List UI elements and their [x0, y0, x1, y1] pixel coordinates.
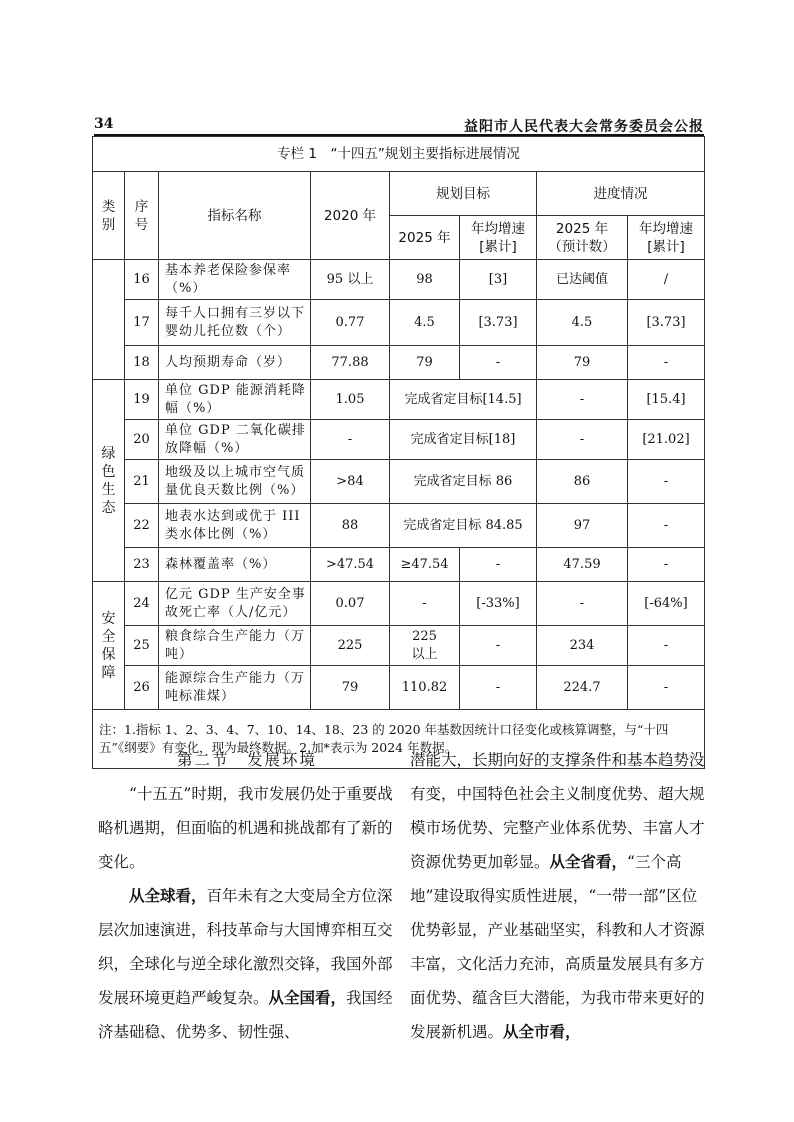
paragraph-2-part-b [410, 743, 708, 1049]
table-row [93, 300, 705, 346]
plan-target-merged-cell: 完成省定目标 86 [390, 460, 537, 504]
value-2020-cell: 1.05 [311, 380, 390, 420]
table-title: 专栏 1 “十四五”规划主要指标进展情况 [93, 137, 705, 172]
progress-2025-cell: 97 [537, 504, 628, 548]
indicator-name-cell: 人均预期寿命（岁） [159, 346, 311, 380]
plan-2025-cell: - [390, 582, 460, 626]
seq-cell: 26 [125, 666, 159, 710]
bold-global: 从全球看， [129, 887, 207, 905]
category-cell [93, 260, 125, 380]
text-national: 我国经济基础稳、优势多、韧性强、 [98, 989, 393, 1041]
header-prog-rate: 年均增速 [累计] [628, 216, 705, 260]
value-2020-cell: - [311, 420, 390, 460]
page-header [94, 116, 704, 136]
progress-rate-cell: - [628, 504, 705, 548]
indicator-name-cell: 单位 GDP 能源消耗降幅（%） [159, 380, 311, 420]
header-plan-target: 规划目标 [390, 172, 537, 216]
paragraph-2-part-a [98, 879, 396, 1049]
plan-2025-cell: ≥47.54 [390, 548, 460, 582]
value-2020-cell: >47.54 [311, 548, 390, 582]
indicator-name-cell: 基本养老保险参保率（%） [159, 260, 311, 300]
header-name: 指标名称 [159, 172, 311, 260]
progress-rate-cell: [15.4] [628, 380, 705, 420]
progress-2025-cell: - [537, 380, 628, 420]
plan-2025-cell: 98 [390, 260, 460, 300]
plan-rate-cell: [-33%] [460, 582, 537, 626]
progress-2025-cell: - [537, 582, 628, 626]
value-2020-cell: >84 [311, 460, 390, 504]
page-number: 34 [94, 116, 114, 132]
seq-cell: 25 [125, 626, 159, 666]
indicator-name-cell: 森林覆盖率（%） [159, 548, 311, 582]
table-row [93, 260, 705, 300]
text-province: “三个高地”建设取得实质性进展，“一带一部”区位优势彰显，产业基础坚实，科教和人才资源丰富，文化活力充沛，高质量发展具有多方面优势、蕴含巨大潜能，为我市带来更好的发展新机遇。 [410, 853, 705, 1041]
seq-cell: 17 [125, 300, 159, 346]
plan-rate-cell: - [460, 626, 537, 666]
table-row [93, 420, 705, 460]
progress-2025-cell: 234 [537, 626, 628, 666]
journal-title: 益阳市人民代表大会常务委员会公报 [464, 119, 704, 135]
indicator-name-cell: 地表水达到或优于 III 类水体比例（%） [159, 504, 311, 548]
indicator-name-cell: 能源综合生产能力（万吨标准煤） [159, 666, 311, 710]
value-2020-cell: 0.07 [311, 582, 390, 626]
plan-rate-cell: - [460, 666, 537, 710]
progress-rate-cell: - [628, 548, 705, 582]
plan-rate-cell: [3] [460, 260, 537, 300]
header-prog-2025: 2025 年 （预计数） [537, 216, 628, 260]
table-row [93, 666, 705, 710]
seq-cell: 20 [125, 420, 159, 460]
bold-city: 从全市看， [503, 1023, 581, 1041]
indicator-name-cell: 单位 GDP 二氧化碳排放降幅（%） [159, 420, 311, 460]
indicator-name-cell: 亿元 GDP 生产安全事故死亡率（人/亿元） [159, 582, 311, 626]
progress-rate-cell: - [628, 346, 705, 380]
table-row [93, 346, 705, 380]
progress-rate-cell: - [628, 626, 705, 666]
indicator-name-cell: 地级及以上城市空气质量优良天数比例（%） [159, 460, 311, 504]
paragraph-1: “十五五”时期，我市发展仍处于重要战略机遇期，但面临的机遇和挑战都有了新的变化。 [98, 785, 393, 871]
indicator-name-cell: 每千人口拥有三岁以下婴幼儿托位数（个） [159, 300, 311, 346]
progress-rate-cell: - [628, 460, 705, 504]
plan-rate-cell: - [460, 346, 537, 380]
progress-rate-cell: - [628, 666, 705, 710]
indicator-name-cell: 粮食综合生产能力（万吨） [159, 626, 311, 666]
header-plan-2025: 2025 年 [390, 216, 460, 260]
right-column [410, 743, 708, 1049]
table-row [93, 380, 705, 420]
seq-cell: 19 [125, 380, 159, 420]
progress-rate-cell: [21.02] [628, 420, 705, 460]
plan-2025-cell: 225 以上 [390, 626, 460, 666]
seq-cell: 23 [125, 548, 159, 582]
value-2020-cell: 88 [311, 504, 390, 548]
plan-target-merged-cell: 完成省定目标[14.5] [390, 380, 537, 420]
value-2020-cell: 225 [311, 626, 390, 666]
progress-2025-cell: 已达阈值 [537, 260, 628, 300]
value-2020-cell: 79 [311, 666, 390, 710]
plan-2025-cell: 110.82 [390, 666, 460, 710]
header-category: 类 别 [93, 172, 125, 260]
seq-cell: 21 [125, 460, 159, 504]
progress-2025-cell: 47.59 [537, 548, 628, 582]
plan-rate-cell: [3.73] [460, 300, 537, 346]
progress-2025-cell: 224.7 [537, 666, 628, 710]
plan-2025-cell: 79 [390, 346, 460, 380]
plan-target-merged-cell: 完成省定目标[18] [390, 420, 537, 460]
section-title: 第二节 发展环境 [176, 751, 317, 769]
table-note: 注：1.指标 1、2、3、4、7、10、14、18、23 的 2020 年基数因统计口径变化或核算调整，与“十四五”《纲要》有变化，现为最终数据。2.加*表示为 2024 年数据。 [93, 710, 705, 769]
progress-rate-cell: [3.73] [628, 300, 705, 346]
seq-cell: 24 [125, 582, 159, 626]
plan-2025-cell: 4.5 [390, 300, 460, 346]
header-progress: 进度情况 [537, 172, 705, 216]
table-row [93, 460, 705, 504]
seq-cell: 18 [125, 346, 159, 380]
category-cell: 安全保障 [93, 582, 125, 710]
bold-province: 从全省看， [549, 853, 628, 871]
seq-cell: 16 [125, 260, 159, 300]
header-plan-rate: 年均增速 [累计] [460, 216, 537, 260]
plan-rate-cell: - [460, 548, 537, 582]
value-2020-cell: 0.77 [311, 300, 390, 346]
category-cell: 绿色生态 [93, 380, 125, 582]
progress-rate-cell: / [628, 260, 705, 300]
table-row [93, 582, 705, 626]
progress-rate-cell: [-64%] [628, 582, 705, 626]
value-2020-cell: 77.88 [311, 346, 390, 380]
text-national-continued: 潜能大，长期向好的支撑条件和基本趋势没有变，中国特色社会主义制度优势、超大规模市场优势、完整产业体系优势、丰富人才资源优势更加彰显。 [410, 751, 705, 871]
table-row [93, 626, 705, 666]
value-2020-cell: 95 以上 [311, 260, 390, 300]
progress-2025-cell: 4.5 [537, 300, 628, 346]
plan-target-merged-cell: 完成省定目标 84.85 [390, 504, 537, 548]
header-2020: 2020 年 [311, 172, 390, 260]
progress-2025-cell: - [537, 420, 628, 460]
header-seq: 序 号 [125, 172, 159, 260]
table-row [93, 548, 705, 582]
seq-cell: 22 [125, 504, 159, 548]
progress-2025-cell: 86 [537, 460, 628, 504]
progress-2025-cell: 79 [537, 346, 628, 380]
indicator-table [92, 136, 705, 769]
left-column [98, 743, 396, 1049]
bold-national: 从全国看， [268, 989, 347, 1007]
table-row [93, 504, 705, 548]
text-global: 百年未有之大变局全方位深层次加速演进，科技革命与大国博弈相互交织，全球化与逆全球化激烈交锋，我国外部发展环境更趋严峻复杂。 [98, 887, 393, 1007]
